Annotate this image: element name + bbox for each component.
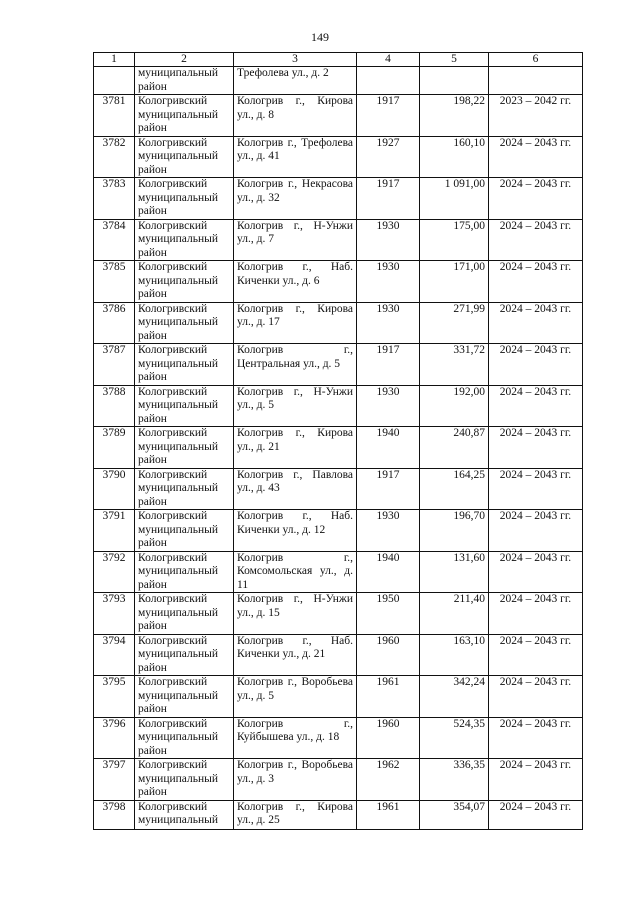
cell-area: 354,07 — [420, 800, 489, 829]
cell-area: 271,99 — [420, 302, 489, 344]
cell-area: 160,10 — [420, 136, 489, 178]
table-row — [94, 344, 583, 386]
housing-registry-table — [93, 52, 583, 830]
cell-area — [420, 67, 489, 95]
table-row-continuation — [94, 67, 583, 95]
cell-area: 1 091,00 — [420, 178, 489, 220]
cell-district: Кологривский муниципальный район — [135, 510, 234, 552]
cell-period: 2024 – 2043 гг. — [489, 344, 583, 386]
table-row — [94, 676, 583, 718]
cell-area: 211,40 — [420, 593, 489, 635]
cell-number: 3793 — [94, 593, 135, 635]
cell-year: 1930 — [357, 219, 420, 261]
cell-year: 1960 — [357, 634, 420, 676]
table-row — [94, 385, 583, 427]
cell-year: 1917 — [357, 178, 420, 220]
table-row — [94, 427, 583, 469]
cell-year: 1917 — [357, 468, 420, 510]
page-number: 149 — [311, 30, 329, 44]
cell-year: 1961 — [357, 676, 420, 718]
cell-address: Кологрив г., Куйбышева ул., д. 18 — [234, 717, 357, 759]
cell-address: Кологрив г., Наб. Киченки ул., д. 12 — [234, 510, 357, 552]
cell-number: 3795 — [94, 676, 135, 718]
cell-area: 524,35 — [420, 717, 489, 759]
cell-year: 1917 — [357, 95, 420, 137]
cell-year: 1940 — [357, 551, 420, 593]
cell-area: 342,24 — [420, 676, 489, 718]
cell-area: 175,00 — [420, 219, 489, 261]
cell-period: 2024 – 2043 гг. — [489, 551, 583, 593]
table-row — [94, 551, 583, 593]
table-row — [94, 261, 583, 303]
cell-number: 3797 — [94, 759, 135, 801]
cell-address: Кологрив г., Наб. Киченки ул., д. 21 — [234, 634, 357, 676]
cell-period — [489, 67, 583, 95]
cell-address: Кологрив г., Павлова ул., д. 43 — [234, 468, 357, 510]
cell-address: Кологрив г., Кирова ул., д. 17 — [234, 302, 357, 344]
cell-number: 3791 — [94, 510, 135, 552]
table-row — [94, 717, 583, 759]
cell-district: Кологривский муниципальный район — [135, 759, 234, 801]
cell-period: 2024 – 2043 гг. — [489, 468, 583, 510]
cell-area: 196,70 — [420, 510, 489, 552]
cell-number: 3794 — [94, 634, 135, 676]
cell-area: 171,00 — [420, 261, 489, 303]
cell-district: Кологривский муниципальный район — [135, 634, 234, 676]
cell-period: 2024 – 2043 гг. — [489, 634, 583, 676]
cell-area: 192,00 — [420, 385, 489, 427]
cell-address: Кологрив г., Кирова ул., д. 8 — [234, 95, 357, 137]
cell-year: 1940 — [357, 427, 420, 469]
cell-district: Кологривский муниципальный район — [135, 219, 234, 261]
cell-period: 2024 – 2043 гг. — [489, 759, 583, 801]
cell-address: Кологрив г., Н-Унжи ул., д. 15 — [234, 593, 357, 635]
cell-address: Кологрив г., Воробьева ул., д. 3 — [234, 759, 357, 801]
cell-year: 1930 — [357, 302, 420, 344]
cell-district: Кологривский муниципальный район — [135, 551, 234, 593]
cell-year: 1960 — [357, 717, 420, 759]
cell-year: 1950 — [357, 593, 420, 635]
cell-number: 3785 — [94, 261, 135, 303]
column-header: 4 — [357, 53, 420, 67]
cell-address: Трефолева ул., д. 2 — [234, 67, 357, 95]
cell-period: 2024 – 2043 гг. — [489, 593, 583, 635]
cell-district: Кологривский муниципальный район — [135, 302, 234, 344]
cell-number: 3792 — [94, 551, 135, 593]
cell-year — [357, 67, 420, 95]
cell-year: 1962 — [357, 759, 420, 801]
cell-area: 163,10 — [420, 634, 489, 676]
cell-year: 1961 — [357, 800, 420, 829]
cell-address: Кологрив г., Наб. Киченки ул., д. 6 — [234, 261, 357, 303]
cell-area: 131,60 — [420, 551, 489, 593]
cell-number: 3783 — [94, 178, 135, 220]
cell-year: 1917 — [357, 344, 420, 386]
column-header: 3 — [234, 53, 357, 67]
table-row — [94, 634, 583, 676]
cell-district: Кологривский муниципальный район — [135, 261, 234, 303]
cell-year: 1927 — [357, 136, 420, 178]
cell-district: Кологривский муниципальный — [135, 800, 234, 829]
table-row — [94, 468, 583, 510]
column-header: 1 — [94, 53, 135, 67]
cell-period: 2024 – 2043 гг. — [489, 219, 583, 261]
table-row — [94, 219, 583, 261]
cell-period: 2024 – 2043 гг. — [489, 717, 583, 759]
cell-district: Кологривский муниципальный район — [135, 593, 234, 635]
cell-period: 2024 – 2043 гг. — [489, 385, 583, 427]
cell-district: Кологривский муниципальный район — [135, 344, 234, 386]
cell-period: 2024 – 2043 гг. — [489, 510, 583, 552]
table-row — [94, 510, 583, 552]
cell-district: Кологривский муниципальный район — [135, 676, 234, 718]
cell-district: муниципальный район — [135, 67, 234, 95]
cell-number: 3796 — [94, 717, 135, 759]
cell-number: 3781 — [94, 95, 135, 137]
cell-district: Кологривский муниципальный район — [135, 136, 234, 178]
cell-district: Кологривский муниципальный район — [135, 427, 234, 469]
cell-number: 3784 — [94, 219, 135, 261]
table-row — [94, 178, 583, 220]
cell-number: 3787 — [94, 344, 135, 386]
cell-address: Кологрив г., Кирова ул., д. 21 — [234, 427, 357, 469]
cell-number: 3782 — [94, 136, 135, 178]
cell-area: 331,72 — [420, 344, 489, 386]
table-row — [94, 759, 583, 801]
cell-address: Кологрив г., Н-Унжи ул., д. 7 — [234, 219, 357, 261]
cell-address: Кологрив г., Н-Унжи ул., д. 5 — [234, 385, 357, 427]
cell-period: 2024 – 2043 гг. — [489, 261, 583, 303]
cell-period: 2024 – 2043 гг. — [489, 676, 583, 718]
column-header: 6 — [489, 53, 583, 67]
column-number-row — [94, 53, 583, 67]
table-row — [94, 95, 583, 137]
cell-area: 240,87 — [420, 427, 489, 469]
table-row — [94, 800, 583, 829]
cell-district: Кологривский муниципальный район — [135, 468, 234, 510]
cell-number: 3790 — [94, 468, 135, 510]
cell-number: 3798 — [94, 800, 135, 829]
cell-area: 198,22 — [420, 95, 489, 137]
cell-address: Кологрив г., Центральная ул., д. 5 — [234, 344, 357, 386]
table-row — [94, 136, 583, 178]
cell-period: 2024 – 2043 гг. — [489, 178, 583, 220]
cell-year: 1930 — [357, 385, 420, 427]
cell-number: 3786 — [94, 302, 135, 344]
cell-district: Кологривский муниципальный район — [135, 95, 234, 137]
cell-period: 2024 – 2043 гг. — [489, 302, 583, 344]
cell-address: Кологрив г., Трефолева ул., д. 41 — [234, 136, 357, 178]
cell-period: 2024 – 2043 гг. — [489, 800, 583, 829]
cell-district: Кологривский муниципальный район — [135, 385, 234, 427]
cell-period: 2024 – 2043 гг. — [489, 427, 583, 469]
cell-district: Кологривский муниципальный район — [135, 717, 234, 759]
cell-period: 2023 – 2042 гг. — [489, 95, 583, 137]
cell-number: 3788 — [94, 385, 135, 427]
cell-address: Кологрив г., Воробьева ул., д. 5 — [234, 676, 357, 718]
cell-year: 1930 — [357, 261, 420, 303]
cell-area: 336,35 — [420, 759, 489, 801]
cell-period: 2024 – 2043 гг. — [489, 136, 583, 178]
column-header: 5 — [420, 53, 489, 67]
cell-address: Кологрив г., Комсомольская ул., д. 11 — [234, 551, 357, 593]
cell-number: 3789 — [94, 427, 135, 469]
table-row — [94, 593, 583, 635]
cell-area: 164,25 — [420, 468, 489, 510]
cell-number — [94, 67, 135, 95]
cell-address: Кологрив г., Кирова ул., д. 25 — [234, 800, 357, 829]
column-header: 2 — [135, 53, 234, 67]
table-row — [94, 302, 583, 344]
cell-year: 1930 — [357, 510, 420, 552]
cell-district: Кологривский муниципальный район — [135, 178, 234, 220]
cell-address: Кологрив г., Некрасова ул., д. 32 — [234, 178, 357, 220]
